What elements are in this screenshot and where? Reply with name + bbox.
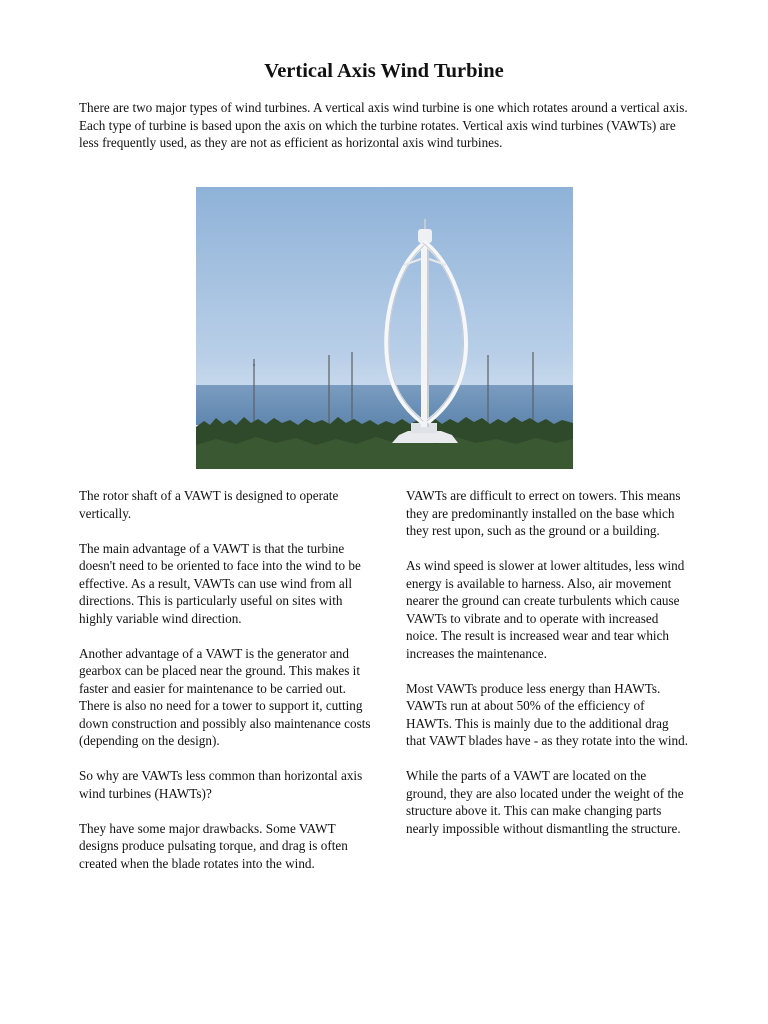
page-title: Vertical Axis Wind Turbine — [264, 60, 504, 82]
right-paragraph-3: Most VAWTs produce less energy than HAWTs. VAWTs run at about 50% of the efficiency of HAWTs. This is mainly due to the additional drag that VAWT blades have - as they rotate into the wind. — [406, 680, 689, 748]
right-paragraph-4: While the parts of a VAWT are located on the ground, they are also located under the weight of the structure above it. This can make changing parts nearly impossible without dismantling the structure. — [406, 768, 684, 836]
intro-paragraph: There are two major types of wind turbines. A vertical axis wind turbine is one which rotates around a vertical axis. Each type of turbine is based upon the axis on which the turbine rotates. Vertical axis wind turbines (VAWTs) are less frequently used, as they are not as efficient as horizontal axis wind turbines. — [79, 100, 688, 150]
left-paragraph-1: The rotor shaft of a VAWT is designed to operate vertically. — [79, 488, 339, 521]
vertical-axis-wind-turbine-photo — [196, 187, 573, 469]
left-paragraph-5: They have some major drawbacks. Some VAWT designs produce pulsating torque, and drag is often created when the blade rotates into the wind. — [79, 820, 348, 871]
right-paragraph-1: VAWTs are difficult to errect on towers. This means they are predominantly installed on the base which they rest upon, such as the ground or a building. — [406, 488, 681, 538]
right-paragraph-2: As wind speed is slower at lower altitudes, less wind energy is available to harness. Also, air movement nearer the ground can create turbulents which cause VAWTs to vibrate and to operate with increased noice. The result is increased wear and tear which increases the maintenance. — [406, 558, 685, 661]
left-paragraph-4: So why are VAWTs less common than horizontal axis wind turbines (HAWTs)? — [79, 768, 363, 801]
left-column — [79, 487, 375, 890]
left-paragraph-3: Another advantage of a VAWT is the generator and gearbox can be placed near the ground. This makes it faster and easier for maintenance to be carried out. There is also no need for a tower to support it, cutting down construction and possibly also maintenance costs (depending on the design). — [79, 645, 371, 748]
right-column — [406, 487, 690, 855]
left-paragraph-2: The main advantage of a VAWT is that the turbine doesn't need to be oriented to face into the wind to be effective. As a result, VAWTs can use wind from all directions. This is particularly useful on sites with highly variable wind direction. — [79, 540, 361, 626]
